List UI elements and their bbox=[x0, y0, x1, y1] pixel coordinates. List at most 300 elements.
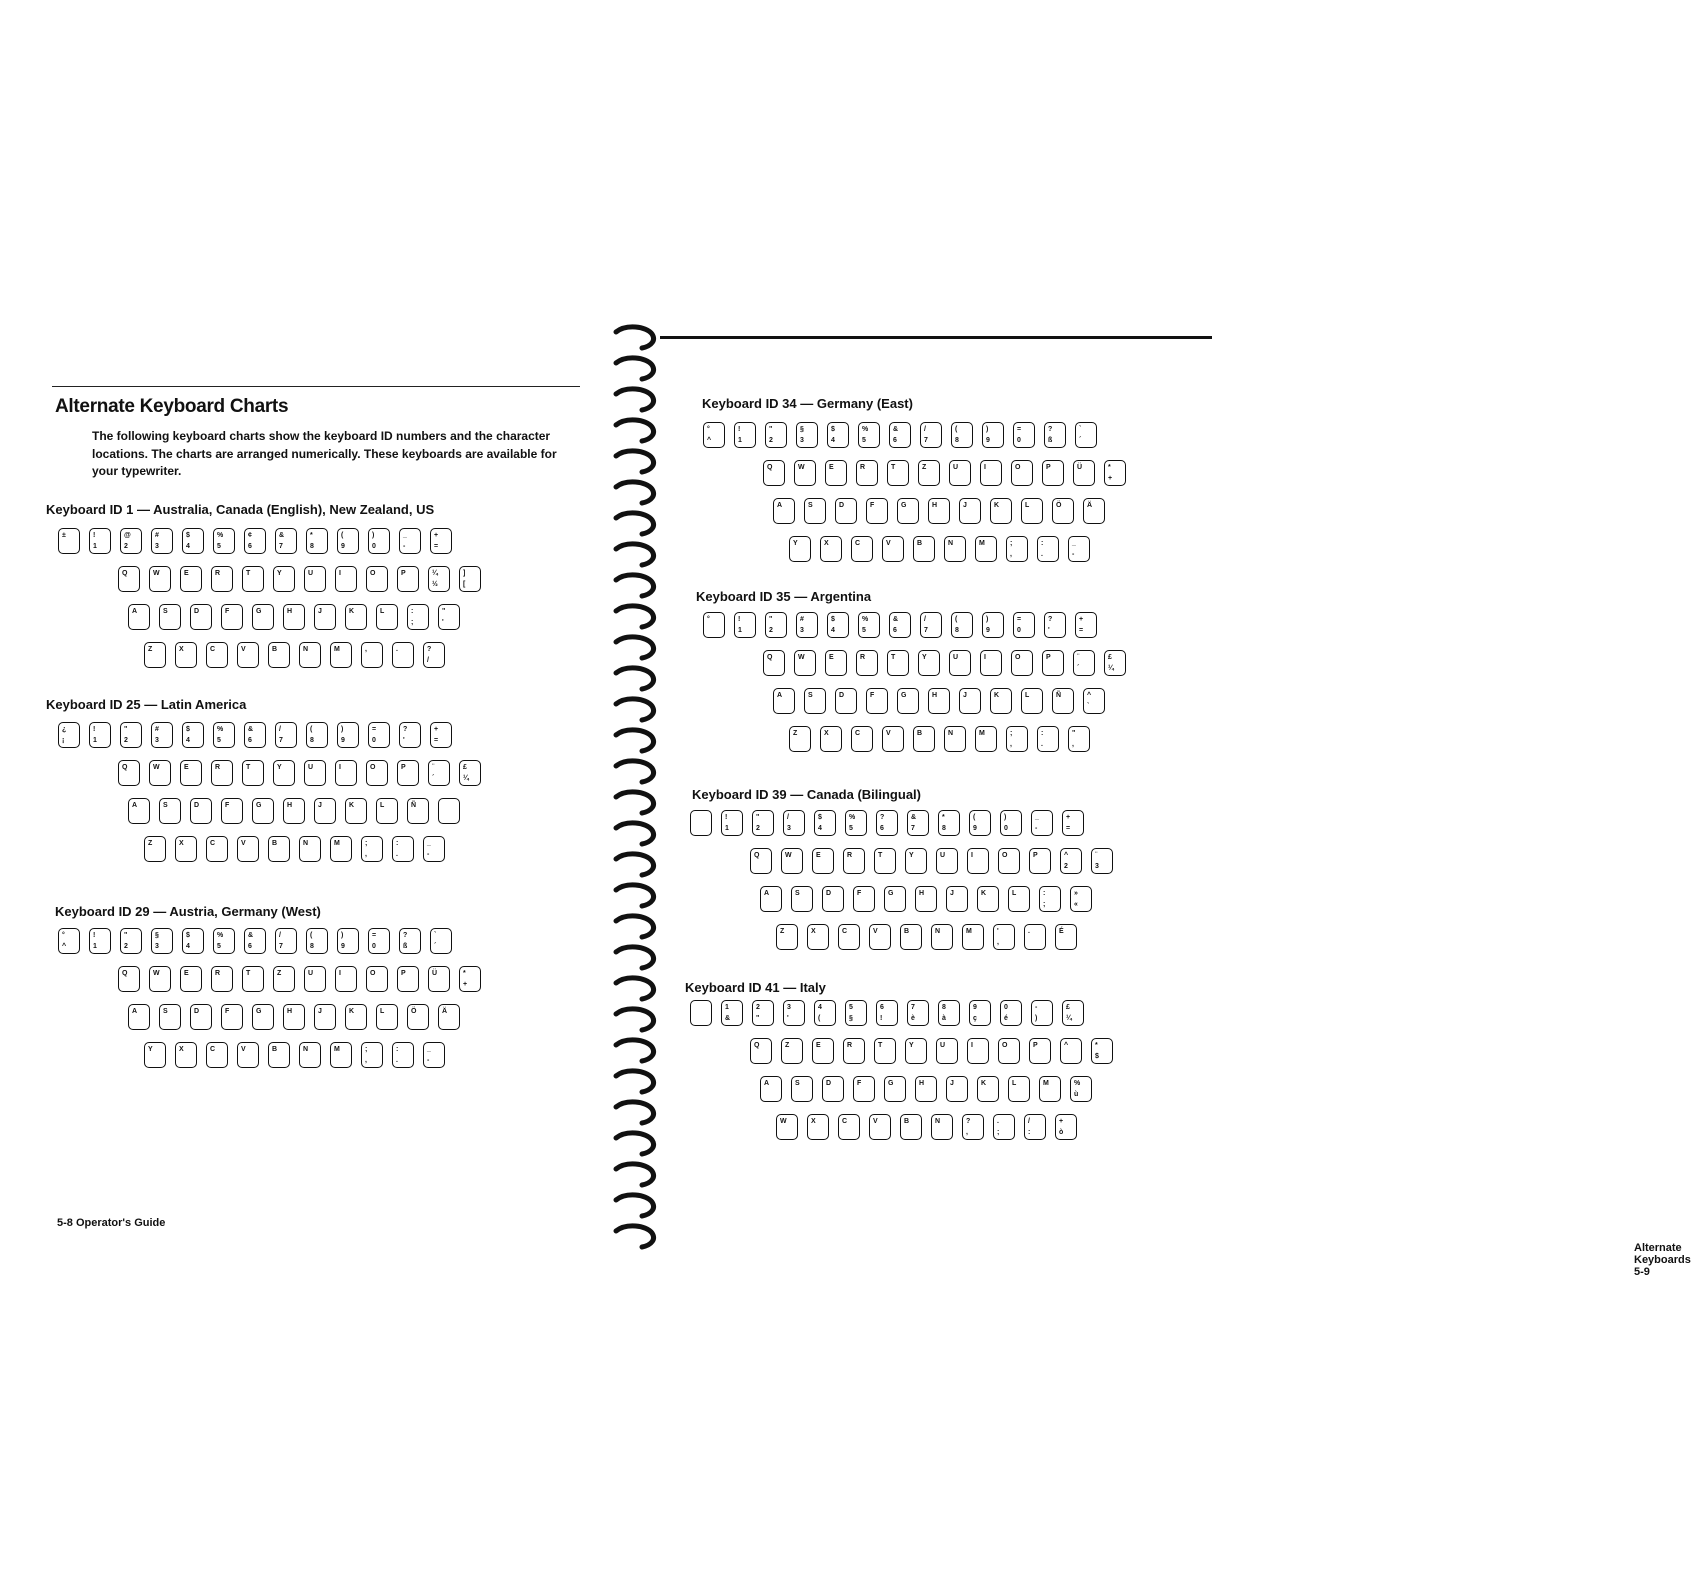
key-upper-char: ? bbox=[880, 814, 885, 821]
key-cap bbox=[175, 1042, 197, 1068]
key-cap bbox=[1091, 848, 1113, 874]
key-row bbox=[118, 566, 490, 592]
key-cap bbox=[765, 422, 787, 448]
key-row bbox=[128, 1004, 469, 1030]
key-lower-char: 8 bbox=[955, 437, 959, 444]
key-upper-char: ( bbox=[341, 532, 344, 539]
key-cap bbox=[128, 1004, 150, 1030]
key-cap bbox=[838, 924, 860, 950]
key-upper-char: K bbox=[994, 692, 1000, 699]
key-cap bbox=[407, 1004, 429, 1030]
key-cap bbox=[897, 688, 919, 714]
key-cap bbox=[884, 886, 906, 912]
key-cap bbox=[273, 566, 295, 592]
key-cap bbox=[949, 650, 971, 676]
key-lower-char: = bbox=[434, 737, 439, 744]
key-lower-char: 9 bbox=[986, 627, 990, 634]
key-row bbox=[703, 422, 1106, 448]
key-upper-char: + bbox=[1066, 814, 1071, 821]
key-upper-char: Ü bbox=[1077, 464, 1083, 471]
key-upper-char: ¼ bbox=[432, 570, 438, 577]
key-cap bbox=[275, 722, 297, 748]
key-cap bbox=[58, 722, 80, 748]
key-cap bbox=[337, 528, 359, 554]
key-cap bbox=[763, 460, 785, 486]
key-upper-char: S bbox=[163, 608, 168, 615]
key-cap bbox=[299, 642, 321, 668]
key-cap bbox=[1021, 688, 1043, 714]
key-cap bbox=[812, 848, 834, 874]
key-cap bbox=[703, 422, 725, 448]
key-cap bbox=[89, 722, 111, 748]
key-cap bbox=[149, 966, 171, 992]
key-cap bbox=[869, 924, 891, 950]
key-cap bbox=[180, 966, 202, 992]
key-cap bbox=[874, 848, 896, 874]
key-upper-char: C bbox=[210, 840, 216, 847]
key-upper-char: K bbox=[349, 1008, 355, 1015]
key-row bbox=[776, 1114, 1086, 1140]
key-upper-char: * bbox=[463, 970, 466, 977]
key-upper-char: / bbox=[279, 726, 281, 733]
key-upper-char: Y bbox=[922, 654, 927, 661]
key-lower-char: 3 bbox=[800, 627, 804, 634]
key-cap bbox=[399, 722, 421, 748]
key-cap bbox=[376, 604, 398, 630]
key-upper-char: Ö bbox=[1056, 502, 1062, 509]
key-cap bbox=[128, 798, 150, 824]
key-upper-char: & bbox=[248, 932, 254, 939]
key-upper-char: ; bbox=[1010, 540, 1013, 547]
key-upper-char: B bbox=[272, 840, 278, 847]
key-cap bbox=[1083, 498, 1105, 524]
key-upper-char: 0 bbox=[1004, 1004, 1008, 1011]
key-upper-char: G bbox=[256, 608, 262, 615]
key-upper-char: F bbox=[225, 1008, 230, 1015]
key-cap bbox=[361, 642, 383, 668]
key-cap bbox=[851, 536, 873, 562]
key-lower-char: « bbox=[1074, 901, 1078, 908]
key-upper-char: ° bbox=[707, 426, 710, 433]
key-lower-char: ¼ bbox=[1108, 665, 1114, 672]
key-cap bbox=[242, 760, 264, 786]
key-cap bbox=[275, 928, 297, 954]
key-cap bbox=[876, 810, 898, 836]
key-lower-char: é bbox=[1004, 1015, 1008, 1022]
key-upper-char: ° bbox=[707, 616, 710, 623]
key-row bbox=[58, 928, 461, 954]
key-upper-char: ) bbox=[1004, 814, 1007, 821]
key-lower-char: 4 bbox=[831, 437, 835, 444]
key-cap bbox=[459, 966, 481, 992]
key-upper-char: B bbox=[272, 1046, 278, 1053]
key-cap bbox=[1044, 422, 1066, 448]
key-cap bbox=[397, 966, 419, 992]
key-lower-char: 1 bbox=[93, 543, 97, 550]
key-upper-char: $ bbox=[831, 426, 835, 433]
key-cap bbox=[423, 642, 445, 668]
key-upper-char: L bbox=[1025, 692, 1030, 699]
key-cap bbox=[789, 726, 811, 752]
key-cap bbox=[159, 798, 181, 824]
key-upper-char: % bbox=[862, 616, 869, 623]
key-cap bbox=[703, 612, 725, 638]
title-rule bbox=[52, 386, 580, 387]
key-upper-char: F bbox=[870, 692, 875, 699]
key-cap bbox=[1031, 1000, 1053, 1026]
key-upper-char: ! bbox=[93, 726, 96, 733]
key-upper-char: ? bbox=[403, 932, 408, 939]
key-cap bbox=[690, 810, 712, 836]
key-cap bbox=[330, 836, 352, 862]
key-upper-char: B bbox=[272, 646, 278, 653]
key-cap bbox=[213, 528, 235, 554]
key-upper-char: ? bbox=[966, 1118, 971, 1125]
key-cap bbox=[1024, 1114, 1046, 1140]
key-cap bbox=[118, 966, 140, 992]
key-cap bbox=[825, 460, 847, 486]
key-upper-char: ! bbox=[738, 616, 741, 623]
key-upper-char: : bbox=[396, 840, 399, 847]
key-upper-char: S bbox=[795, 890, 800, 897]
key-cap bbox=[962, 1114, 984, 1140]
key-cap bbox=[928, 498, 950, 524]
key-cap bbox=[900, 924, 922, 950]
key-cap bbox=[931, 924, 953, 950]
key-cap bbox=[776, 1114, 798, 1140]
key-cap bbox=[876, 1000, 898, 1026]
key-upper-char: R bbox=[847, 852, 853, 859]
key-cap bbox=[273, 966, 295, 992]
key-lower-char: 3 bbox=[800, 437, 804, 444]
key-cap bbox=[845, 810, 867, 836]
key-cap bbox=[889, 612, 911, 638]
key-upper-char: + bbox=[434, 726, 439, 733]
key-upper-char: = bbox=[1017, 426, 1022, 433]
key-lower-char: è bbox=[911, 1015, 915, 1022]
key-lower-char: 8 bbox=[942, 825, 946, 832]
key-row bbox=[128, 604, 469, 630]
key-upper-char: J bbox=[318, 608, 322, 615]
key-upper-char: K bbox=[349, 802, 355, 809]
key-cap bbox=[392, 1042, 414, 1068]
key-lower-char: 1 bbox=[725, 825, 729, 832]
key-cap bbox=[760, 1076, 782, 1102]
key-upper-char: Ä bbox=[442, 1008, 448, 1015]
key-cap bbox=[977, 1076, 999, 1102]
key-lower-char: 9 bbox=[341, 737, 345, 744]
key-upper-char: / bbox=[787, 814, 789, 821]
key-cap bbox=[760, 886, 782, 912]
key-lower-char: 0 bbox=[372, 943, 376, 950]
key-lower-char: ; bbox=[997, 1129, 1000, 1136]
key-upper-char: F bbox=[870, 502, 875, 509]
key-cap bbox=[900, 1114, 922, 1140]
key-lower-char: , bbox=[966, 1129, 968, 1136]
key-upper-char: E bbox=[184, 970, 189, 977]
key-cap bbox=[1011, 650, 1033, 676]
key-upper-char: E bbox=[184, 764, 189, 771]
key-upper-char: S bbox=[808, 692, 813, 699]
key-upper-char: H bbox=[932, 502, 938, 509]
key-lower-char: - bbox=[1072, 551, 1075, 558]
key-upper-char: ¨ bbox=[1077, 654, 1080, 661]
key-row bbox=[118, 760, 490, 786]
key-lower-char: = bbox=[434, 543, 439, 550]
key-cap bbox=[920, 422, 942, 448]
key-cap bbox=[89, 928, 111, 954]
key-cap bbox=[843, 1038, 865, 1064]
key-upper-char: # bbox=[800, 616, 804, 623]
key-upper-char: G bbox=[256, 802, 262, 809]
key-upper-char: . bbox=[997, 1118, 999, 1125]
key-upper-char: Y bbox=[277, 764, 282, 771]
key-lower-char: 8 bbox=[955, 627, 959, 634]
key-upper-char: Q bbox=[754, 1042, 760, 1049]
key-cap bbox=[368, 928, 390, 954]
key-cap bbox=[962, 924, 984, 950]
key-row bbox=[760, 1076, 1101, 1102]
key-cap bbox=[918, 650, 940, 676]
key-cap bbox=[1042, 460, 1064, 486]
key-upper-char: U bbox=[953, 464, 959, 471]
key-upper-char: H bbox=[919, 890, 925, 897]
key-upper-char: Ü bbox=[432, 970, 438, 977]
key-upper-char: J bbox=[318, 1008, 322, 1015]
key-cap bbox=[982, 422, 1004, 448]
key-upper-char: K bbox=[349, 608, 355, 615]
key-cap bbox=[907, 810, 929, 836]
key-upper-char: ^ bbox=[1087, 692, 1092, 699]
key-cap bbox=[949, 460, 971, 486]
key-lower-char: 9 bbox=[973, 825, 977, 832]
key-lower-char: 2 bbox=[769, 627, 773, 634]
key-upper-char: E bbox=[816, 852, 821, 859]
key-cap bbox=[242, 966, 264, 992]
key-upper-char: " bbox=[442, 608, 446, 615]
key-upper-char: _ bbox=[427, 1046, 431, 1053]
key-upper-char: O bbox=[1002, 1042, 1008, 1049]
key-cap bbox=[915, 1076, 937, 1102]
key-upper-char: E bbox=[829, 464, 834, 471]
key-upper-char: H bbox=[287, 608, 293, 615]
left-page bbox=[0, 0, 600, 1584]
key-lower-char: ¼ bbox=[463, 775, 469, 782]
key-cap bbox=[936, 1038, 958, 1064]
key-cap bbox=[1008, 886, 1030, 912]
key-cap bbox=[430, 528, 452, 554]
key-upper-char: $ bbox=[186, 726, 190, 733]
key-upper-char: ± bbox=[62, 532, 66, 539]
keyboard-heading-id35: Keyboard ID 35 — Argentina bbox=[696, 589, 872, 604]
key-lower-char: - bbox=[427, 1057, 430, 1064]
key-cap bbox=[820, 726, 842, 752]
key-upper-char: C bbox=[210, 646, 216, 653]
key-cap bbox=[211, 966, 233, 992]
key-cap bbox=[794, 650, 816, 676]
key-upper-char: ) bbox=[986, 426, 989, 433]
key-upper-char: " bbox=[769, 616, 773, 623]
key-cap bbox=[283, 798, 305, 824]
key-upper-char: Q bbox=[754, 852, 760, 859]
key-cap bbox=[244, 528, 266, 554]
key-cap bbox=[407, 798, 429, 824]
key-cap bbox=[252, 604, 274, 630]
key-lower-char: $ bbox=[1095, 1053, 1099, 1060]
key-upper-char: @ bbox=[124, 532, 131, 539]
key-lower-char: , bbox=[1010, 741, 1012, 748]
key-lower-char: - bbox=[1035, 825, 1038, 832]
key-cap bbox=[825, 650, 847, 676]
key-upper-char: L bbox=[1012, 890, 1017, 897]
key-cap bbox=[423, 836, 445, 862]
key-upper-char: ) bbox=[341, 726, 344, 733]
key-upper-char: : bbox=[1041, 540, 1044, 547]
key-upper-char: E bbox=[184, 570, 189, 577]
key-cap bbox=[151, 528, 173, 554]
key-upper-char: ( bbox=[955, 426, 958, 433]
key-row bbox=[763, 650, 1135, 676]
key-lower-char: 4 bbox=[186, 543, 190, 550]
key-upper-char: J bbox=[950, 1080, 954, 1087]
key-cap bbox=[361, 836, 383, 862]
key-upper-char: ' bbox=[997, 928, 999, 935]
key-upper-char: ; bbox=[1010, 730, 1013, 737]
key-upper-char: M bbox=[966, 928, 972, 935]
key-row bbox=[789, 536, 1099, 562]
key-upper-char: V bbox=[873, 928, 878, 935]
key-upper-char: N bbox=[303, 840, 309, 847]
key-cap bbox=[206, 836, 228, 862]
key-lower-char: 7 bbox=[279, 943, 283, 950]
key-cap bbox=[213, 722, 235, 748]
key-upper-char: Q bbox=[767, 654, 773, 661]
key-cap bbox=[306, 928, 328, 954]
key-cap bbox=[838, 1114, 860, 1140]
key-upper-char: § bbox=[800, 426, 804, 433]
key-lower-char: ) bbox=[1035, 1015, 1038, 1022]
key-lower-char: ^ bbox=[707, 437, 712, 444]
key-lower-char: 3 bbox=[155, 943, 159, 950]
key-upper-char: . bbox=[1028, 928, 1030, 935]
key-upper-char: A bbox=[764, 1080, 770, 1087]
key-upper-char: ) bbox=[341, 932, 344, 939]
key-upper-char: / bbox=[279, 932, 281, 939]
key-cap bbox=[304, 760, 326, 786]
key-lower-char: . bbox=[396, 1057, 398, 1064]
key-cap bbox=[1070, 1076, 1092, 1102]
key-upper-char: % bbox=[217, 932, 224, 939]
key-upper-char: I bbox=[971, 1042, 973, 1049]
key-cap bbox=[335, 566, 357, 592]
key-cap bbox=[851, 726, 873, 752]
key-upper-char: N bbox=[948, 730, 954, 737]
key-cap bbox=[242, 566, 264, 592]
key-upper-char: V bbox=[241, 840, 246, 847]
key-upper-char: Q bbox=[122, 764, 128, 771]
key-upper-char: R bbox=[215, 970, 221, 977]
key-cap bbox=[804, 498, 826, 524]
key-upper-char: : bbox=[396, 1046, 399, 1053]
key-upper-char: & bbox=[911, 814, 917, 821]
key-cap bbox=[959, 498, 981, 524]
page-footer-right: Alternate Keyboards 5-9 bbox=[1634, 1242, 1691, 1278]
key-cap bbox=[1000, 810, 1022, 836]
key-cap bbox=[58, 528, 80, 554]
key-lower-char: ù bbox=[1074, 1091, 1079, 1098]
key-cap bbox=[807, 924, 829, 950]
key-lower-char: 7 bbox=[279, 543, 283, 550]
key-lower-char: = bbox=[1079, 627, 1084, 634]
key-cap bbox=[1073, 460, 1095, 486]
key-cap bbox=[734, 422, 756, 448]
key-upper-char: S bbox=[163, 1008, 168, 1015]
key-upper-char: Q bbox=[122, 970, 128, 977]
key-lower-char: ' bbox=[403, 737, 405, 744]
key-cap bbox=[889, 422, 911, 448]
key-upper-char: ? bbox=[403, 726, 408, 733]
key-upper-char: V bbox=[241, 1046, 246, 1053]
key-cap bbox=[1091, 1038, 1113, 1064]
key-upper-char: I bbox=[984, 654, 986, 661]
key-upper-char: W bbox=[780, 1118, 787, 1125]
key-upper-char: P bbox=[401, 764, 406, 771]
key-cap bbox=[1060, 1038, 1082, 1064]
key-cap bbox=[993, 924, 1015, 950]
key-cap bbox=[211, 760, 233, 786]
key-cap bbox=[1075, 422, 1097, 448]
key-upper-char: 2 bbox=[756, 1004, 760, 1011]
key-cap bbox=[330, 642, 352, 668]
key-cap bbox=[783, 810, 805, 836]
key-cap bbox=[1039, 1076, 1061, 1102]
key-upper-char: O bbox=[370, 970, 376, 977]
key-cap bbox=[869, 1114, 891, 1140]
key-cap bbox=[180, 566, 202, 592]
key-upper-char: _ bbox=[1072, 540, 1076, 547]
key-cap bbox=[118, 760, 140, 786]
key-row bbox=[690, 810, 1093, 836]
key-cap bbox=[807, 1114, 829, 1140]
key-lower-char: ç bbox=[973, 1015, 977, 1022]
key-cap bbox=[913, 536, 935, 562]
key-upper-char: G bbox=[888, 1080, 894, 1087]
key-upper-char: ! bbox=[725, 814, 728, 821]
key-cap bbox=[306, 722, 328, 748]
key-cap bbox=[268, 1042, 290, 1068]
key-upper-char: & bbox=[893, 616, 899, 623]
keyboard-heading-id29: Keyboard ID 29 — Austria, Germany (West) bbox=[55, 904, 321, 919]
key-cap bbox=[938, 810, 960, 836]
key-upper-char: + bbox=[434, 532, 439, 539]
key-cap bbox=[969, 810, 991, 836]
key-upper-char: % bbox=[849, 814, 856, 821]
key-row bbox=[773, 498, 1114, 524]
key-cap bbox=[853, 1076, 875, 1102]
key-upper-char: D bbox=[826, 890, 832, 897]
key-cap bbox=[314, 1004, 336, 1030]
key-cap bbox=[149, 566, 171, 592]
page-title: Alternate Keyboard Charts bbox=[55, 396, 289, 417]
key-cap bbox=[1037, 536, 1059, 562]
key-upper-char: * bbox=[942, 814, 945, 821]
key-lower-char: ½ bbox=[432, 581, 438, 588]
key-cap bbox=[920, 612, 942, 638]
key-upper-char: I bbox=[971, 852, 973, 859]
key-upper-char: J bbox=[963, 502, 967, 509]
key-cap bbox=[887, 650, 909, 676]
key-upper-char: D bbox=[194, 802, 200, 809]
